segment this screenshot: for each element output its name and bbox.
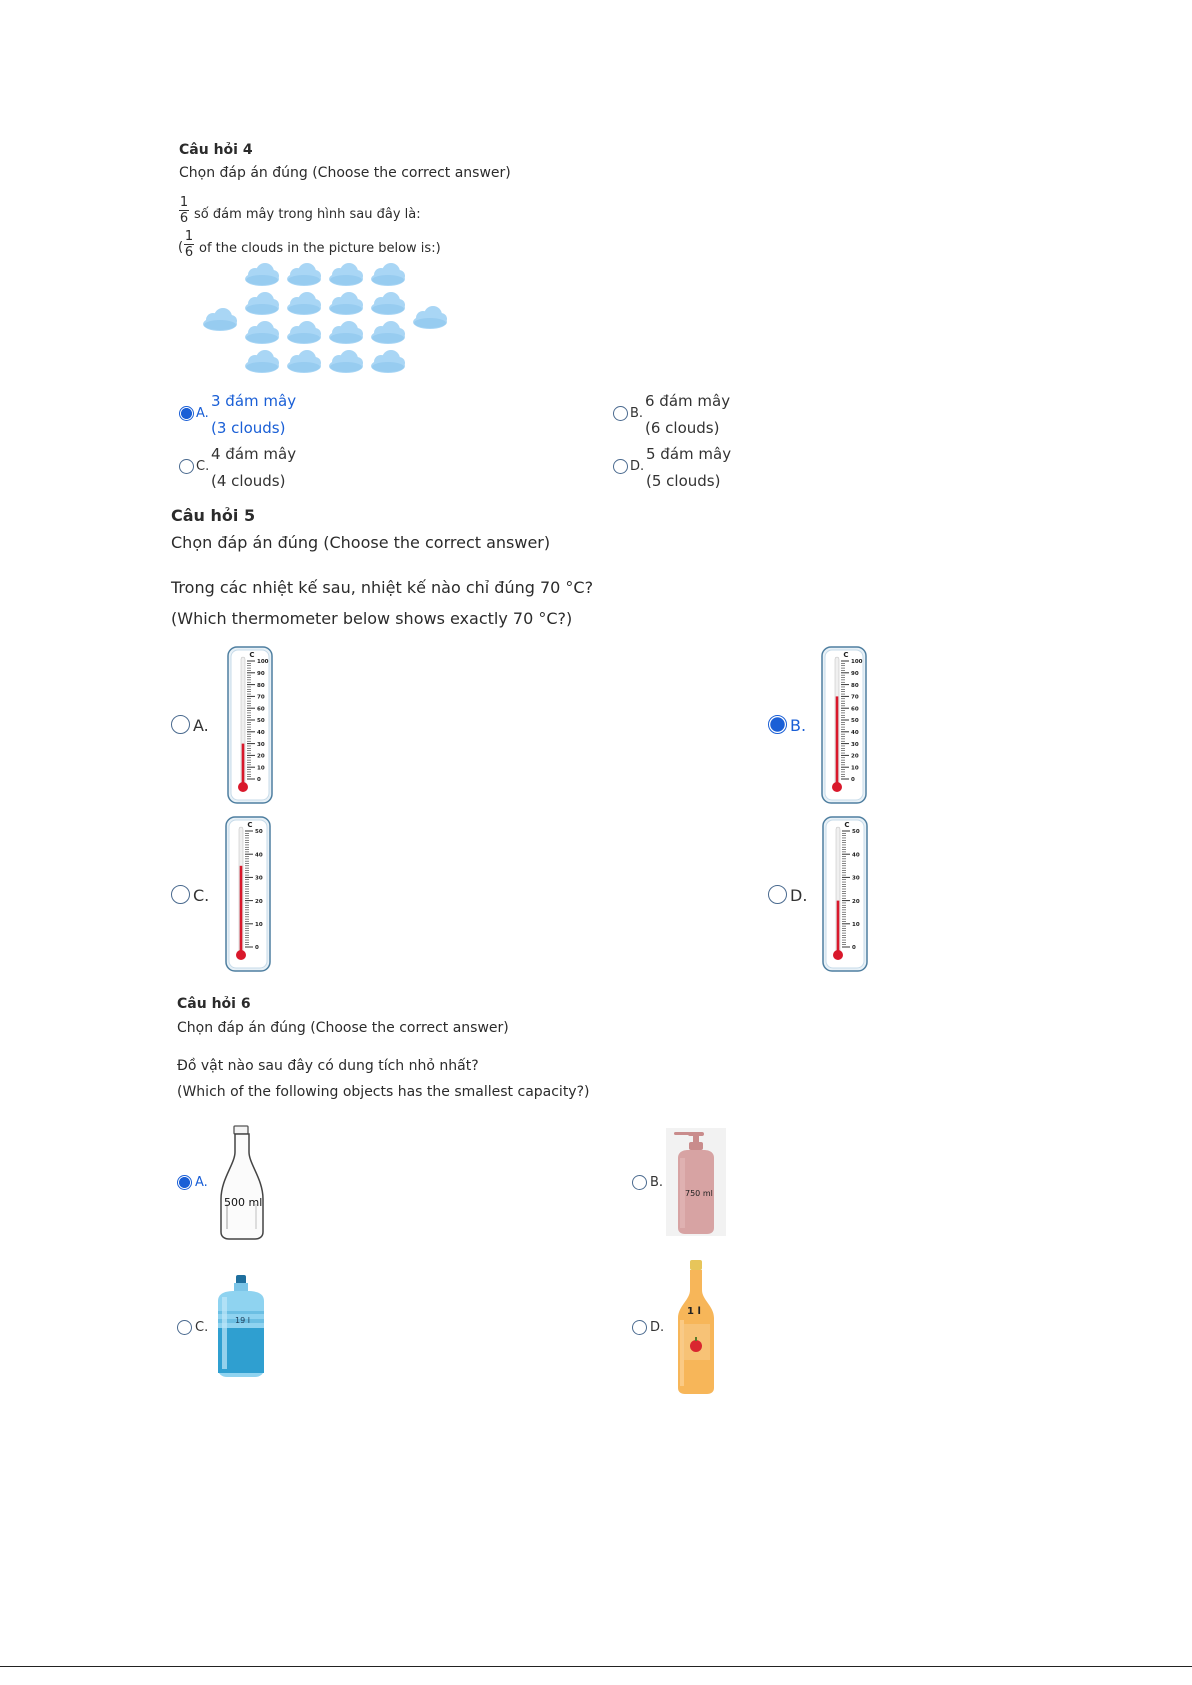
glass-bottle-label: 500 ml	[224, 1196, 263, 1209]
q5-option-b-radio[interactable]	[768, 715, 787, 734]
thermometer-tick-label: 100	[257, 659, 269, 666]
thermometer-tick-label: 30	[255, 875, 263, 882]
q6-prompt-en: (Which of the following objects has the smallest capacity?)	[177, 1084, 590, 1100]
thermometer-tick-label: 0	[257, 777, 261, 784]
juice-bottle-label: 1 l	[687, 1306, 701, 1317]
thermometer-unit-label: C	[247, 821, 253, 829]
cloud-1	[245, 263, 279, 286]
thermometer-tick-label: 50	[257, 718, 265, 725]
q6-instruction: Chọn đáp án đúng (Choose the correct answer)	[177, 1020, 509, 1036]
option-line-vi: 4 đám mây	[211, 445, 297, 463]
q6-option-d-radio[interactable]	[632, 1320, 647, 1335]
q5-option-c-letter: C.	[193, 886, 210, 905]
option-line-en: (5 clouds)	[646, 472, 721, 490]
cloud-13	[245, 350, 279, 373]
q4-fraction-en	[184, 230, 194, 259]
q5-option-a-letter: A.	[193, 716, 209, 735]
option-line-en: (6 clouds)	[645, 419, 720, 437]
pump-bottle-image	[666, 1128, 726, 1236]
thermometer-tick-label: 60	[257, 706, 265, 713]
thermometer-tick-label: 0	[852, 945, 856, 952]
thermometer-unit-label: C	[844, 821, 850, 829]
thermometer-unit-label: C	[249, 651, 255, 659]
q6-option-a-letter: A.	[195, 1175, 208, 1190]
thermometer-tick-label: 30	[851, 741, 859, 748]
pump-bottle-label: 750 ml	[685, 1189, 713, 1198]
thermometer-tick-label: 0	[255, 945, 259, 952]
thermometer-bulb	[236, 950, 246, 960]
q4-prompt-en: of the clouds in the picture below is:)	[199, 241, 441, 256]
thermometer-d	[821, 815, 869, 973]
thermometer-tick-label: 40	[257, 730, 265, 736]
thermometer-tick-label: 50	[852, 829, 860, 836]
thermometer-tick-label: 20	[851, 753, 859, 760]
q4-fraction-vi	[179, 196, 189, 225]
cloud-10	[287, 321, 321, 344]
q4-option-d-letter: D.	[630, 459, 645, 474]
thermometer-tick-label: 80	[257, 682, 265, 689]
q4-clouds-picture	[195, 258, 460, 383]
thermometer-tick-label: 70	[257, 694, 265, 701]
q5-option-c-radio[interactable]	[171, 885, 190, 904]
q4-option-d-text[interactable]	[646, 441, 731, 495]
thermometer-tick-label: 40	[851, 730, 859, 736]
q5-option-a-radio[interactable]	[171, 715, 190, 734]
q4-title: Câu hỏi 4	[179, 142, 253, 158]
thermometer-tick-label: 30	[257, 741, 265, 748]
cloud-11	[329, 321, 363, 344]
thermometer-tick-label: 80	[851, 682, 859, 689]
q4-option-b-text[interactable]	[645, 388, 730, 442]
cloud-2	[287, 263, 321, 286]
cloud-5	[245, 292, 279, 315]
thermometer-tick-label: 90	[257, 671, 265, 677]
thermometer-tick-label: 60	[851, 706, 859, 713]
q4-option-b-radio[interactable]	[613, 406, 628, 421]
cloud-7	[329, 292, 363, 315]
thermometer-tick-label: 10	[255, 922, 263, 928]
q4-option-a-radio[interactable]	[179, 406, 194, 421]
q5-option-b-letter: B.	[790, 716, 807, 735]
juice-bottle-image	[672, 1260, 720, 1396]
fraction-denominator: 6	[184, 245, 194, 260]
q6-prompt-vi: Đồ vật nào sau đây có dung tích nhỏ nhất?	[177, 1058, 479, 1074]
q5-prompt-en: (Which thermometer below shows exactly 70 °C?)	[171, 609, 573, 628]
q6-title: Câu hỏi 6	[177, 996, 251, 1012]
thermometer-mercury-column	[240, 866, 243, 955]
cloud-9	[245, 321, 279, 344]
thermometer-tick-label: 20	[257, 753, 265, 760]
thermometer-c	[224, 815, 272, 973]
thermometer-tick-label: 20	[852, 898, 860, 905]
thermometer-tick-label: 10	[257, 765, 265, 772]
cloud-3	[329, 263, 363, 286]
q6-option-b-radio[interactable]	[632, 1175, 647, 1190]
glass-bottle-image	[216, 1124, 268, 1242]
q5-prompt-vi: Trong các nhiệt kế sau, nhiệt kế nào chỉ đúng 70 °C?	[171, 578, 594, 597]
q4-option-c-letter: C.	[196, 459, 210, 474]
q4-option-a-text[interactable]	[211, 388, 296, 442]
thermometer-tick-label: 20	[255, 898, 263, 905]
thermometer-tick-label: 50	[255, 829, 263, 836]
q6-option-c-letter: C.	[195, 1320, 209, 1335]
thermometer-mercury-column	[242, 744, 245, 787]
thermometer-bulb	[832, 782, 842, 792]
cloud-18	[413, 306, 447, 329]
thermometer-tick-label: 10	[851, 765, 859, 772]
thermometer-tick-label: 90	[851, 671, 859, 677]
option-line-en: (4 clouds)	[211, 472, 286, 490]
thermometer-tick-label: 50	[851, 718, 859, 725]
thermometer-tick-label: 70	[851, 694, 859, 701]
thermometer-mercury-column	[836, 696, 839, 787]
thermometer-tick-label: 0	[851, 777, 855, 784]
q5-instruction: Chọn đáp án đúng (Choose the correct answer)	[171, 533, 551, 552]
page-bottom-rule	[0, 1666, 1192, 1667]
option-line-vi: 5 đám mây	[646, 445, 732, 463]
q5-option-d-letter: D.	[790, 886, 808, 905]
q6-option-b-letter: B.	[650, 1175, 664, 1190]
cloud-12	[371, 321, 405, 344]
q4-prompt-en-paren: (	[178, 240, 184, 255]
option-line-vi: 3 đám mây	[211, 392, 297, 410]
q6-option-d-letter: D.	[650, 1320, 665, 1335]
q5-option-d-radio[interactable]	[768, 885, 787, 904]
thermometer-tick-label: 100	[851, 659, 863, 666]
option-line-en: (3 clouds)	[211, 419, 286, 437]
q4-option-d-radio[interactable]	[613, 459, 628, 474]
cloud-15	[329, 350, 363, 373]
option-line-vi: 6 đám mây	[645, 392, 731, 410]
water-jug-image	[212, 1273, 270, 1379]
cloud-4	[371, 263, 405, 286]
water-jug-label: 19 l	[235, 1316, 250, 1325]
q4-option-c-text[interactable]	[211, 441, 296, 495]
q6-option-c-radio[interactable]	[177, 1320, 192, 1335]
q5-title: Câu hỏi 5	[171, 506, 256, 525]
cloud-6	[287, 292, 321, 315]
thermometer-a	[226, 645, 274, 805]
thermometer-bulb	[833, 950, 843, 960]
fraction-numerator: 1	[179, 195, 189, 210]
thermometer-tick-label: 10	[852, 922, 860, 928]
thermometer-tick-label: 40	[255, 852, 263, 859]
cloud-14	[287, 350, 321, 373]
thermometer-tick-label: 40	[852, 852, 860, 859]
cloud-17	[203, 308, 237, 331]
thermometer-tick-label: 30	[852, 875, 860, 882]
fraction-numerator: 1	[184, 229, 194, 244]
q4-option-b-letter: B.	[630, 406, 644, 421]
q6-option-a-radio[interactable]	[177, 1175, 192, 1190]
thermometer-b	[820, 645, 868, 805]
q4-option-a-letter: A.	[196, 406, 209, 421]
thermometer-unit-label: C	[843, 651, 849, 659]
cloud-8	[371, 292, 405, 315]
thermometer-mercury-column	[837, 901, 840, 955]
thermometer-bulb	[238, 782, 248, 792]
q4-prompt-vi: số đám mây trong hình sau đây là:	[194, 207, 421, 222]
fraction-denominator: 6	[179, 211, 189, 226]
cloud-16	[371, 350, 405, 373]
q4-instruction: Chọn đáp án đúng (Choose the correct answer)	[179, 165, 511, 181]
q4-option-c-radio[interactable]	[179, 459, 194, 474]
